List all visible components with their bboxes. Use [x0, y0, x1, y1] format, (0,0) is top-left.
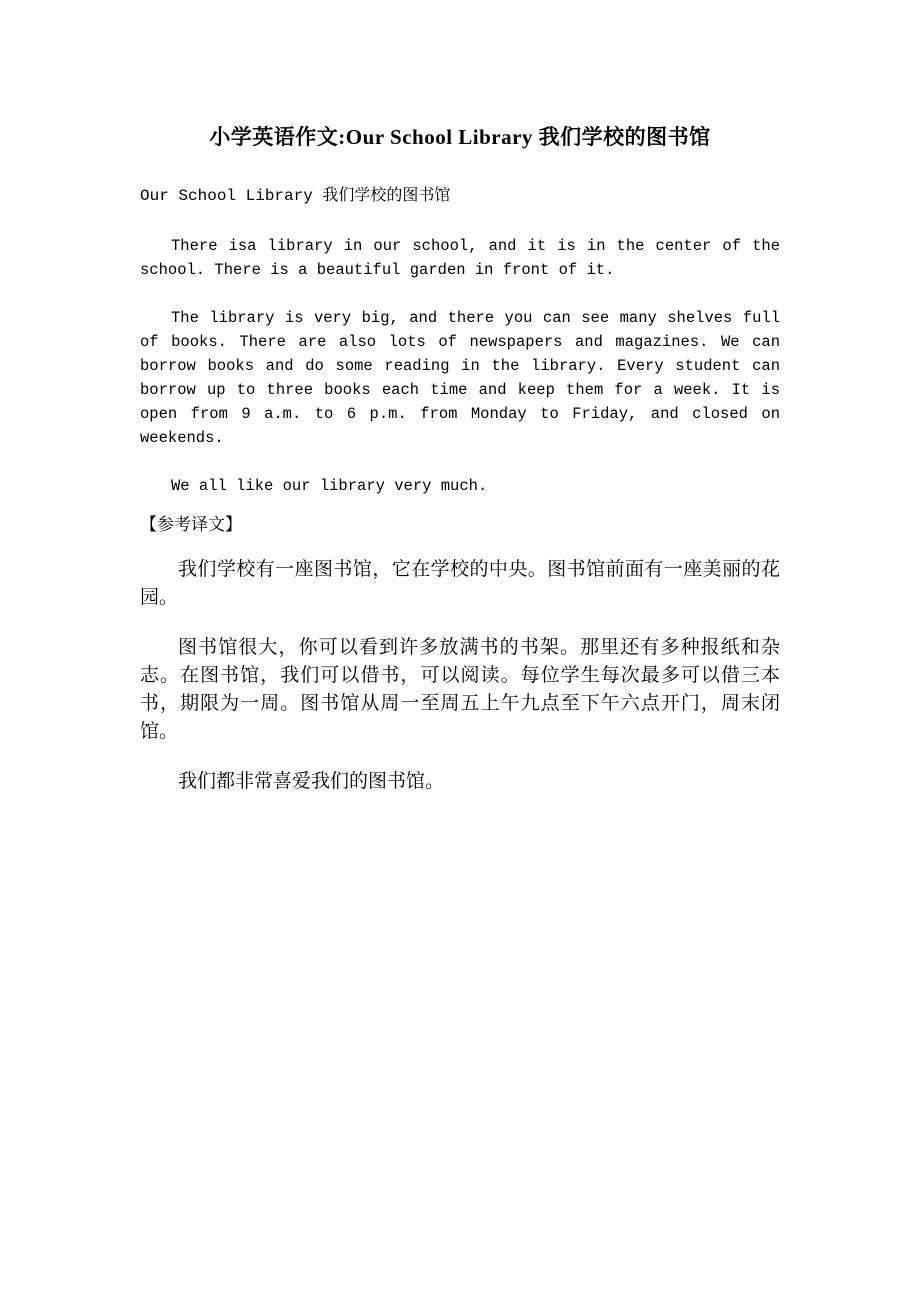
chinese-paragraph-3: 我们都非常喜爱我们的图书馆。 — [178, 771, 445, 792]
chinese-paragraph-1: 我们学校有一座图书馆，它在学校的中央。图书馆前面有一座美丽的花园。 — [140, 559, 780, 608]
chinese-paragraph-2: 图书馆很大，你可以看到许多放满书的书架。那里还有多种报纸和杂志。在图书馆，我们可以借书，可以阅读。每位学生每次最多可以借三本书，期限为一周。图书馆从周一至周五上午九点至下午六点开门，周末闭馆。 — [140, 637, 780, 742]
document-subtitle: Our School Library 我们学校的图书馆 — [140, 187, 451, 205]
english-paragraph-2: The library is very big, and there you can see many shelves full of books. There are also lots of newspapers and magazines. We can borrow books and do some reading in the library. Every student can borrow up to three books each time and keep them for a week. It is open from 9 a.m. to 6 p.m. from Monday to Friday, and closed on weekends. — [140, 309, 780, 447]
translation-heading: 【参考译文】 — [140, 515, 242, 534]
english-paragraph-3: We all like our library very much. — [171, 477, 488, 495]
english-paragraph-1: There isa library in our school, and it is in the center of the school. There is a beautiful garden in front of it. — [140, 237, 780, 279]
document-title: 小学英语作文:Our School Library 我们学校的图书馆 — [209, 125, 711, 149]
